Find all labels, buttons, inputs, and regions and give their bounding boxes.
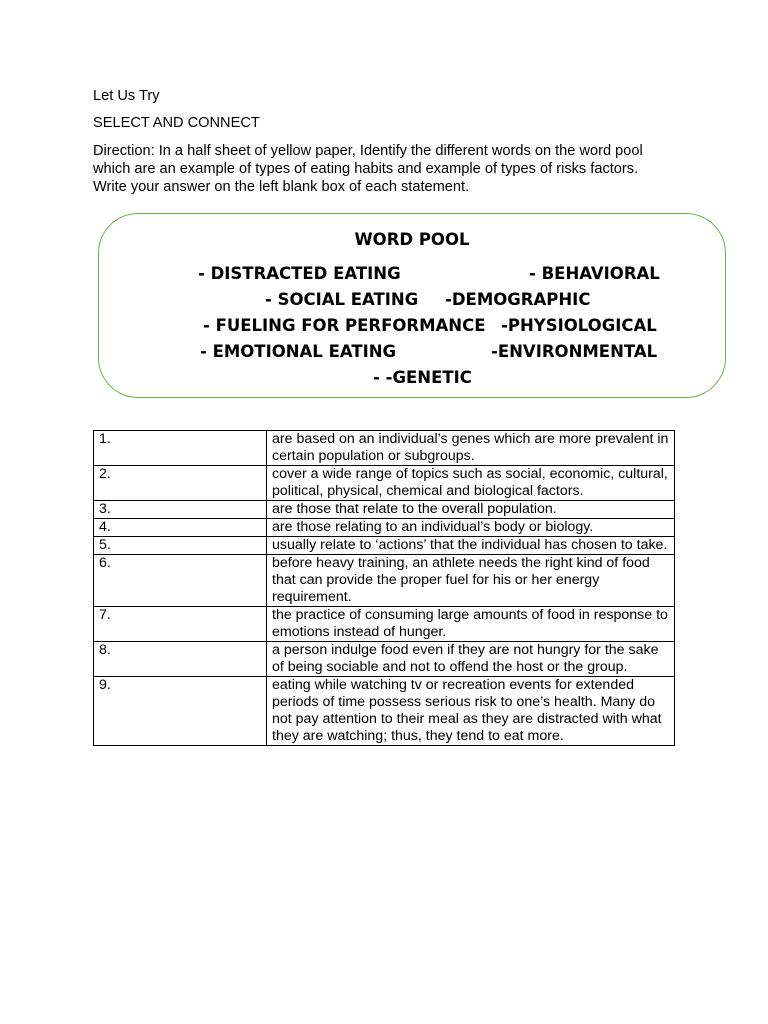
answer-box[interactable]: 1. xyxy=(94,431,267,466)
statement-cell: are based on an individual’s genes which are more prevalent in certain population or subgroups. xyxy=(267,431,675,466)
table-row xyxy=(94,677,675,746)
activity-subtitle: SELECT AND CONNECT xyxy=(93,115,260,131)
answer-box[interactable]: 9. xyxy=(94,677,267,746)
statement-cell: the practice of consuming large amounts of food in response to emotions instead of hunger. xyxy=(267,607,675,642)
word-pool-item-physiological: -PHYSIOLOGICAL xyxy=(501,316,657,335)
answer-box[interactable]: 8. xyxy=(94,642,267,677)
answer-box[interactable]: 7. xyxy=(94,607,267,642)
answer-table xyxy=(93,430,675,746)
statement-cell: are those relating to an individual’s body or biology. xyxy=(267,519,675,537)
answer-box[interactable]: 4. xyxy=(94,519,267,537)
answer-box[interactable]: 6. xyxy=(94,555,267,607)
table-row xyxy=(94,607,675,642)
word-pool-item-distracted-eating: - DISTRACTED EATING xyxy=(198,264,401,283)
direction-text: Direction: In a half sheet of yellow paper, Identify the different words on the word pool which are an example of types of eating habits and example of types of risks factors. Write your answer on the left blank box of each statement. xyxy=(93,143,643,195)
table-row xyxy=(94,466,675,501)
statement-cell: cover a wide range of topics such as social, economic, cultural, political, physical, chemical and biological factors. xyxy=(267,466,675,501)
table-row xyxy=(94,501,675,519)
page-title: Let Us Try xyxy=(93,88,160,104)
statement-cell: eating while watching tv or recreation events for extended periods of time possess serious risk to one’s health. Many do not pay attention to their meal as they are distracted with what they are watching; thus, they tend to eat more. xyxy=(267,677,675,746)
word-pool-item-emotional-eating: - EMOTIONAL EATING xyxy=(200,342,397,361)
word-pool-item-genetic: - -GENETIC xyxy=(373,368,472,387)
word-pool-item-demographic: -DEMOGRAPHIC xyxy=(445,290,591,309)
word-pool-title: WORD POOL xyxy=(354,230,470,249)
table-row xyxy=(94,519,675,537)
statement-cell: are those that relate to the overall population. xyxy=(267,501,675,519)
table-row xyxy=(94,642,675,677)
answer-box[interactable]: 3. xyxy=(94,501,267,519)
word-pool-item-social-eating: - SOCIAL EATING xyxy=(265,290,419,309)
word-pool-item-environmental: -ENVIRONMENTAL xyxy=(491,342,658,361)
statement-cell: a person indulge food even if they are not hungry for the sake of being sociable and not to offend the host or the group. xyxy=(267,642,675,677)
answer-box[interactable]: 2. xyxy=(94,466,267,501)
statement-cell: before heavy training, an athlete needs the right kind of food that can provide the proper fuel for his or her energy requirement. xyxy=(267,555,675,607)
table-row xyxy=(94,555,675,607)
word-pool-box xyxy=(98,213,726,398)
table-row xyxy=(94,537,675,555)
answer-box[interactable]: 5. xyxy=(94,537,267,555)
table-row xyxy=(94,431,675,466)
word-pool-item-fueling-for-performance: - FUELING FOR PERFORMANCE xyxy=(203,316,486,335)
word-pool-item-behavioral: - BEHAVIORAL xyxy=(529,264,660,283)
statement-cell: usually relate to ‘actions’ that the individual has chosen to take. xyxy=(267,537,675,555)
